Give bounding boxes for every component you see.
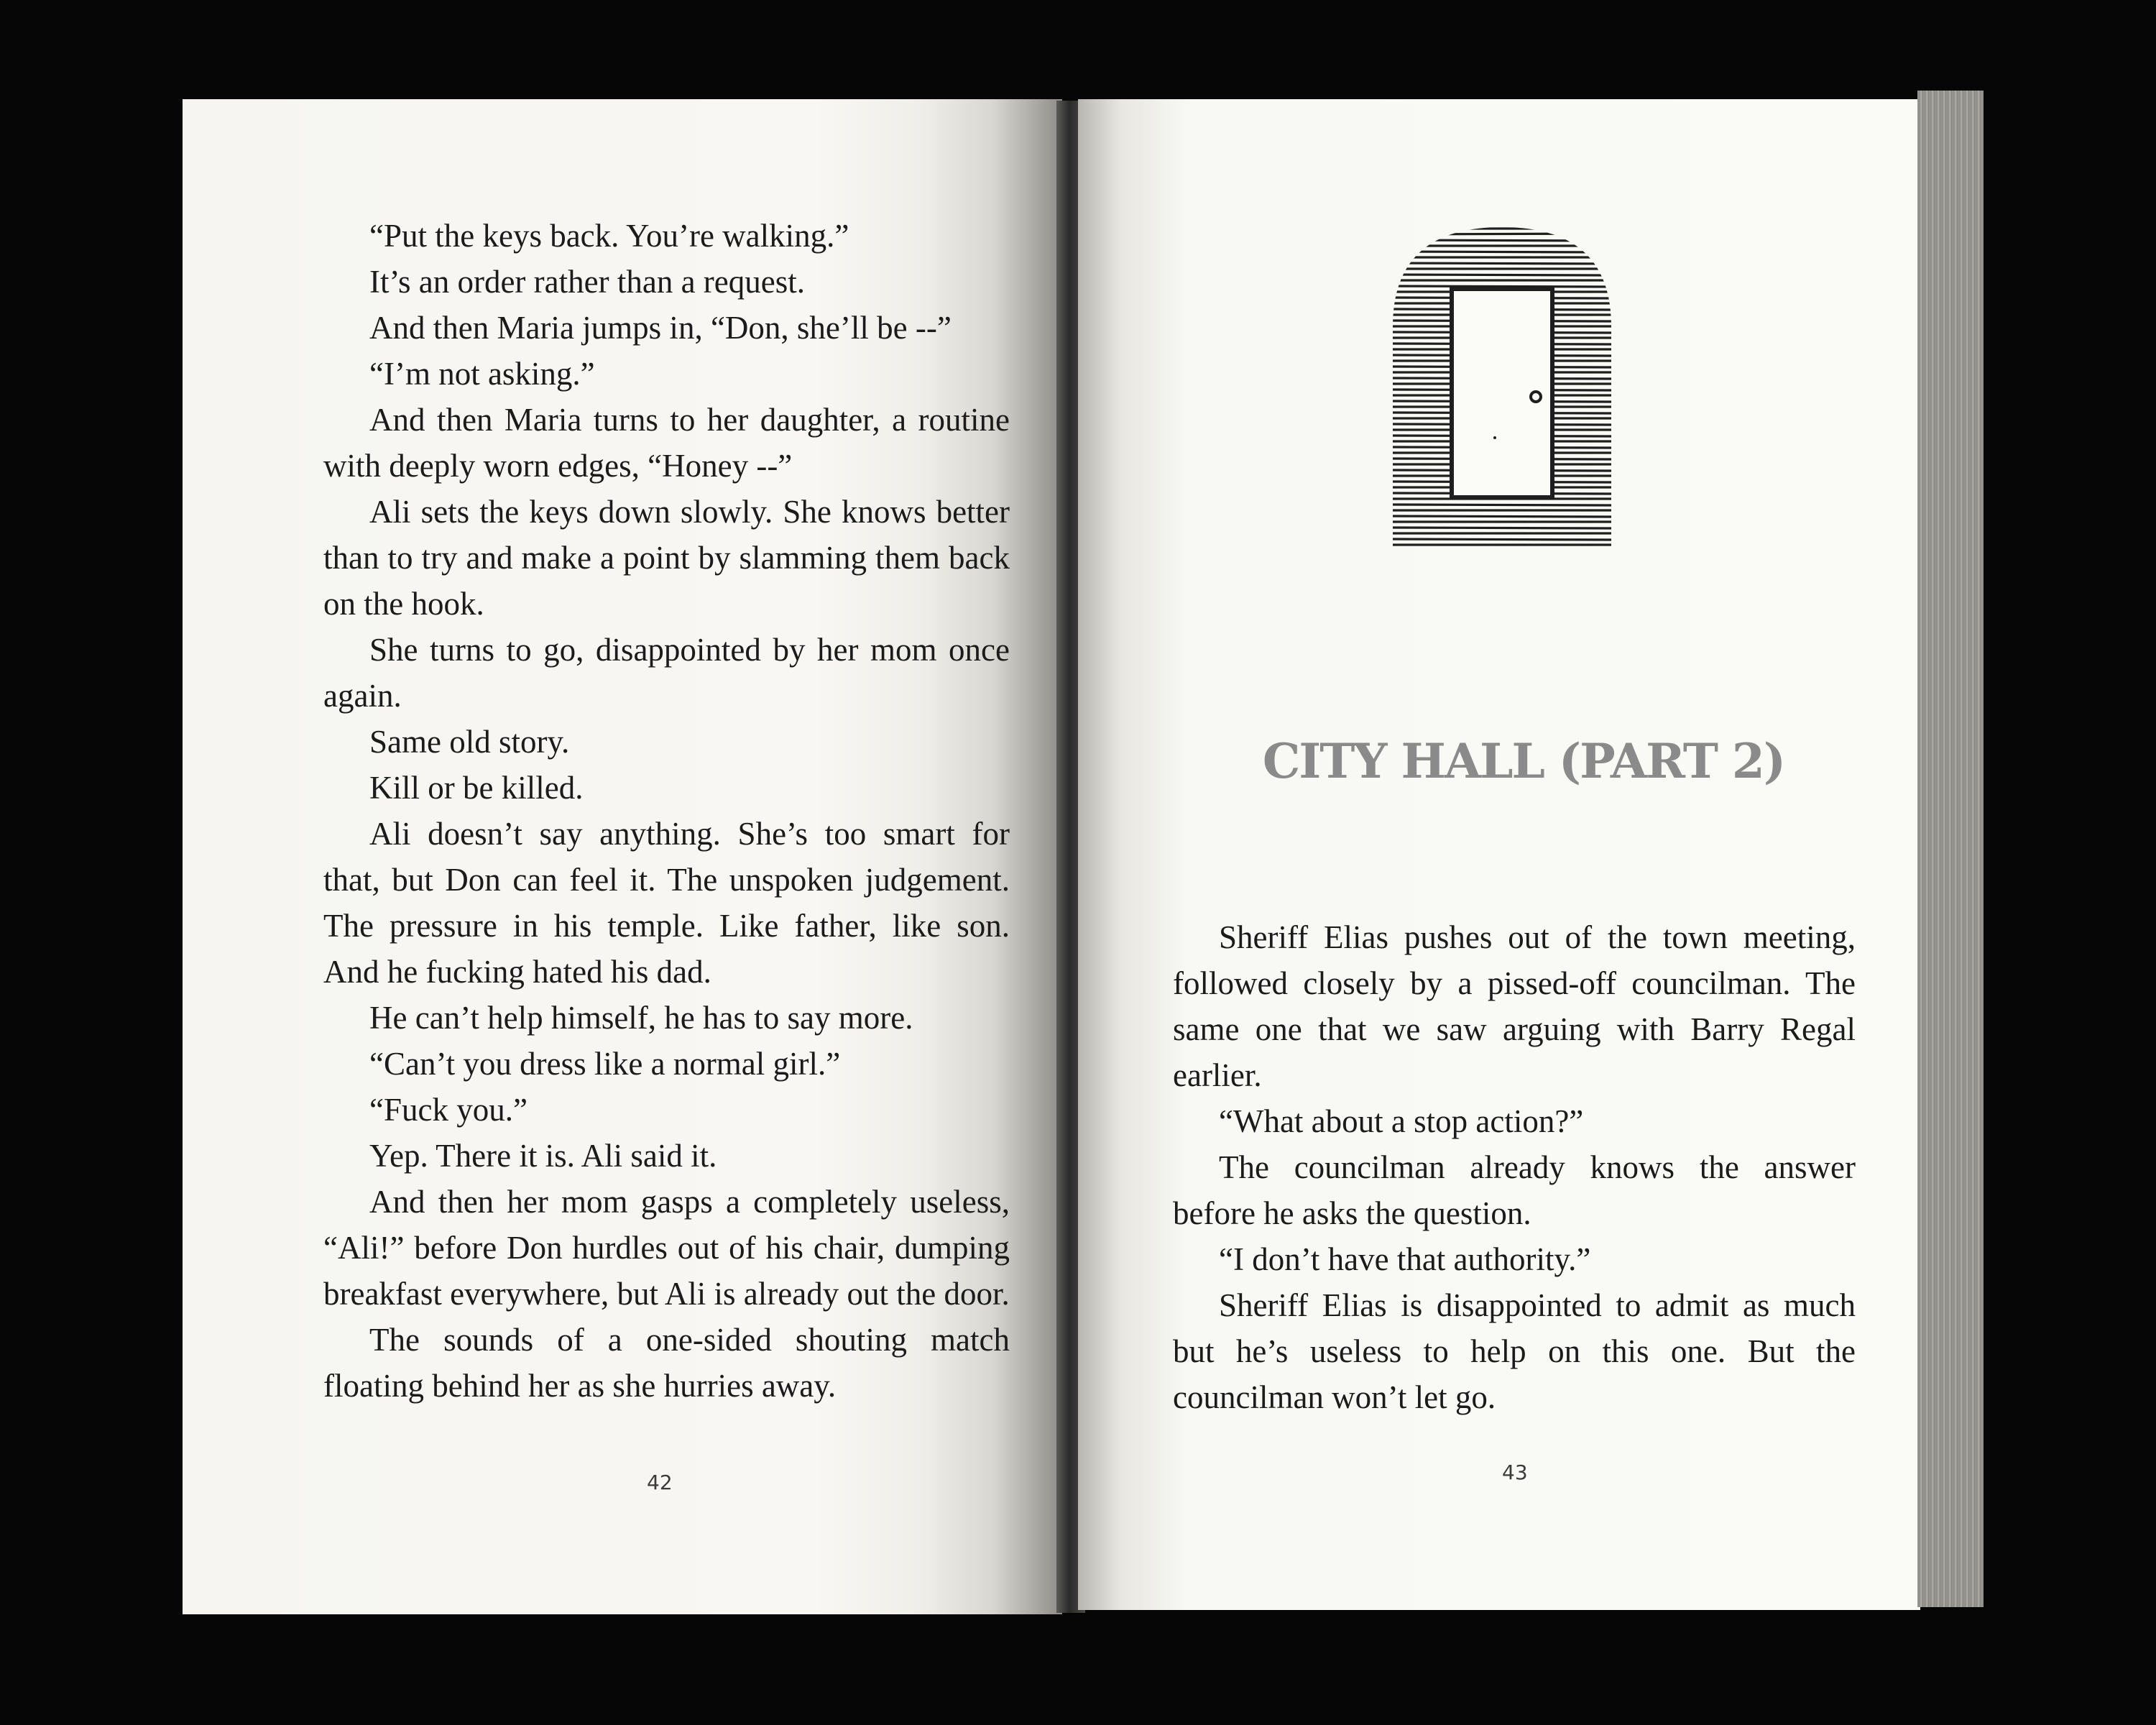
- paragraph: Sheriff Elias is disappointed to admit as much but he’s useless to help on this one. But the councilman won’t let go.: [1173, 1287, 1856, 1415]
- right-page-body: [1173, 914, 1856, 1420]
- paragraph: The councilman already knows the answer before he asks the question.: [1173, 1149, 1856, 1231]
- paragraph: And then Maria turns to her daughter, a routine with deeply worn edges, “Honey --”: [323, 402, 1010, 484]
- paragraph: “I’m not asking.”: [369, 356, 595, 392]
- page-number-left: 42: [647, 1471, 673, 1494]
- paragraph: And then Maria jumps in, “Don, she’ll be --”: [369, 310, 952, 346]
- paragraph: “Put the keys back. You’re walking.”: [369, 218, 849, 254]
- paragraph: And then her mom gasps a completely useless, “Ali!” before Don hurdles out of his chair, dumping breakfast everywhere, but Ali is already out the door.: [323, 1184, 1010, 1312]
- paragraph: “Fuck you.”: [369, 1092, 528, 1128]
- paragraph: Yep. There it is. Ali said it.: [369, 1138, 717, 1174]
- paragraph: He can’t help himself, he has to say more.: [369, 1000, 913, 1036]
- paragraph: Same old story.: [369, 724, 570, 760]
- paragraph: Sheriff Elias pushes out of the town meeting, followed closely by a pissed-off councilman. The same one that we saw arguing with Barry Regal earlier.: [1173, 919, 1856, 1093]
- paragraph: “Can’t you dress like a normal girl.”: [369, 1046, 841, 1082]
- paragraph: Ali doesn’t say anything. She’s too smart for that, but Don can feel it. The unspoken judgement. The pressure in his temple. Like father, like son. And he fucking hated his dad.: [323, 816, 1010, 990]
- paragraph: The sounds of a one-sided shouting match floating behind her as she hurries away.: [323, 1322, 1010, 1404]
- paragraph: Kill or be killed.: [369, 770, 584, 806]
- page-edges: [1917, 91, 1984, 1607]
- paragraph: It’s an order rather than a request.: [369, 264, 805, 300]
- paragraph: “I don’t have that authority.”: [1219, 1241, 1591, 1277]
- page-number-right: 43: [1502, 1460, 1528, 1484]
- door-in-arch-icon: [1387, 218, 1617, 549]
- left-page-body: [323, 213, 1010, 1409]
- chapter-title: CITY HALL (PART 2): [1262, 733, 1785, 789]
- paragraph: Ali sets the keys down slowly. She knows better than to try and make a point by slamming them back on the hook.: [323, 494, 1010, 622]
- paragraph: She turns to go, disappointed by her mom once again.: [323, 632, 1010, 714]
- paragraph: “What about a stop action?”: [1219, 1103, 1584, 1139]
